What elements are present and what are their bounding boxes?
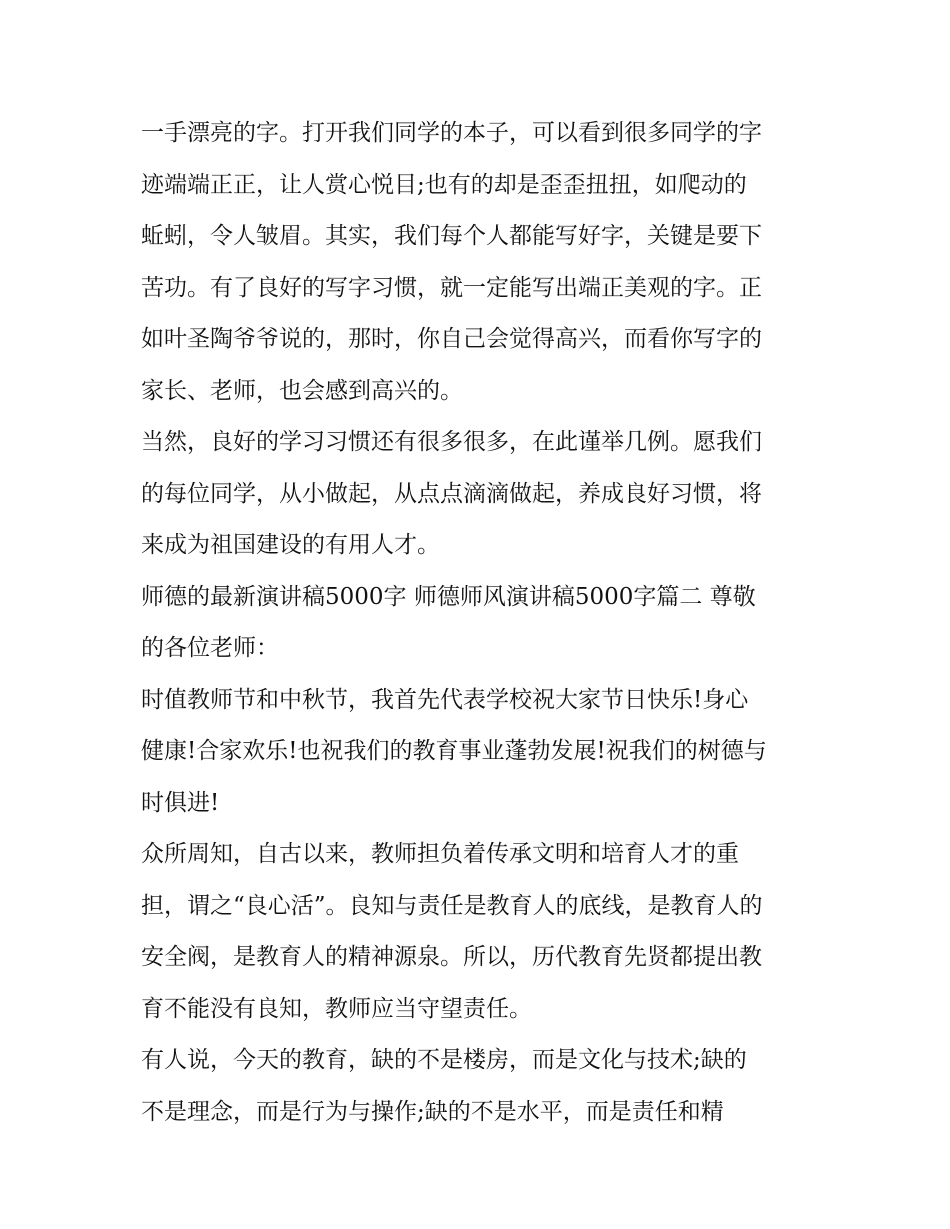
- text-line: 育不能没有良知，教师应当守望责任。: [141, 995, 532, 1022]
- text-line: 如叶圣陶爷爷说的，那时，你自己会觉得高兴，而看你写字的: [141, 326, 762, 352]
- text-line: 家长、老师，也会感到高兴的。: [141, 377, 463, 404]
- text-line: 一手漂亮的字。打开我们同学的本子，可以看到很多同学的字: [141, 120, 762, 146]
- text-line: 担，谓之“良心活”。良知与责任是教育人的底线，是教育人的: [141, 892, 763, 919]
- text-line: 迹端端正正，让人赏心悦目;也有的却是歪歪扭扭，如爬动的: [141, 171, 747, 198]
- text-line: 来成为祖国建设的有用人才。: [141, 532, 440, 558]
- text-line: 蚯蚓，令人皱眉。其实，我们每个人都能写好字，关键是要下: [141, 223, 762, 249]
- text-line: 众所周知，自古以来，教师担负着传承文明和培育人才的重: [141, 841, 739, 867]
- text-line: 的每位同学，从小做起，从点点滴滴做起，养成良好习惯，将: [141, 480, 762, 507]
- text-line: 时俱进!: [141, 789, 220, 816]
- text-line: 健康!合家欢乐!也祝我们的教育事业蓬勃发展!祝我们的树德与: [141, 738, 767, 764]
- text-line: 安全阀，是教育人的精神源泉。所以，历代教育先贤都提出教: [141, 944, 762, 970]
- section-heading-line: 师德的最新演讲稿5000字 师德师风演讲稿5000字篇二 尊敬: [141, 583, 756, 610]
- text-line: 当然，良好的学习习惯还有很多很多，在此谨举几例。愿我们: [141, 429, 762, 455]
- text-line: 不是理念，而是行为与操作;缺的不是水平，而是责任和精: [141, 1098, 724, 1125]
- text-line: 苦功。有了良好的写字习惯，就一定能写出端正美观的字。正: [141, 274, 762, 301]
- document-body-text: [141, 108, 813, 1138]
- salutation-line: 的各位老师：: [141, 635, 279, 661]
- text-line: 有人说，今天的教育，缺的不是楼房，而是文化与技术;缺的: [141, 1047, 747, 1073]
- text-line: 时值教师节和中秋节，我首先代表学校祝大家节日快乐!身心: [141, 686, 749, 713]
